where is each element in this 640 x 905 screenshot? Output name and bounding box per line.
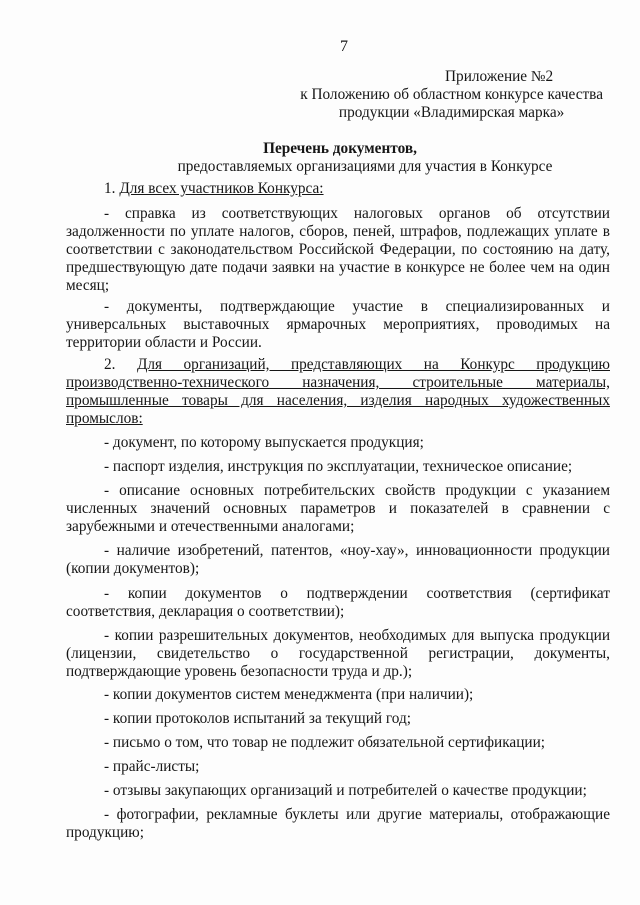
list-item: - письмо о том, что товар не подлежит обязательной сертификации; <box>104 734 546 751</box>
list-item: - отзывы закупающих организаций и потребителей о качестве продукции; <box>104 782 587 799</box>
list-item: - копии документов о подтверждении соответствия (сертификат соответствия, декларация о соответствии); <box>66 585 610 620</box>
list-item: - документ, по которому выпускается продукция; <box>104 434 424 451</box>
page-number: 7 <box>340 38 348 55</box>
section2-heading-text: Для организаций, представляющих на Конкурс продукцию производственно-технического назначения, строительные материалы, промышленные товары для населения, изделия народных художественных промыслов: <box>66 356 610 427</box>
section2-item <box>66 782 610 800</box>
section2-item <box>66 627 610 681</box>
section2-item <box>66 585 610 621</box>
list-item: - копии протоколов испытаний за текущий год; <box>104 710 412 727</box>
section2-item <box>66 458 610 476</box>
section2-heading <box>66 356 610 428</box>
document-subtitle: предоставляемых организациями для участия в Конкурсе <box>177 158 553 175</box>
list-item: - справка из соответствующих налоговых органов об отсутствии задолженности по уплате налогов, сборов, пеней, штрафов, подлежащих уплате в соответствии с законодательством Российской Федерации, по состоянию на дату, предшествующую дате подачи заявки на участие в конкурсе не более чем на один месяц; <box>66 205 610 294</box>
list-item: - фотографии, рекламные буклеты или другие материалы, отображающие продукцию; <box>66 806 610 841</box>
section2-item <box>66 434 610 452</box>
section1-heading-number: 1. <box>104 180 116 197</box>
section2-item <box>66 482 610 536</box>
section2-item <box>66 710 610 728</box>
section2-item <box>66 806 610 842</box>
document-title: Перечень документов, <box>263 140 417 157</box>
list-item: - описание основных потребительских свойств продукции с указанием численных значений основных параметров и показателей в сравнении с зарубежными и отечественными аналогами; <box>66 482 610 535</box>
section2-item <box>66 542 610 578</box>
list-item: - копии документов систем менеджмента (при наличии); <box>104 686 474 703</box>
section2-item <box>66 734 610 752</box>
appendix-reference: к Положению об областном конкурсе качества <box>300 86 603 103</box>
appendix-reference-cont: продукции «Владимирская марка» <box>338 104 565 121</box>
section1-heading-text: Для всех участников Конкурса: <box>119 180 324 197</box>
list-item: - наличие изобретений, патентов, «ноу-хау», инновационности продукции (копии документов); <box>66 542 610 577</box>
section2-item <box>66 686 610 704</box>
section2-heading-number: 2. <box>104 356 116 373</box>
appendix-header <box>300 68 603 122</box>
section1-item <box>66 205 610 295</box>
list-item: - паспорт изделия, инструкция по эксплуатации, техническое описание; <box>104 458 573 475</box>
list-item: - документы, подтверждающие участие в специализированных и универсальных выставочных ярмарочных мероприятиях, проводимых на территории области и России. <box>66 298 610 351</box>
section1-item <box>66 298 610 352</box>
section1-heading <box>66 180 610 198</box>
list-item: - прайс-листы; <box>104 758 200 775</box>
section2-item <box>66 758 610 776</box>
appendix-number: Приложение №2 <box>445 68 554 85</box>
list-item: - копии разрешительных документов, необходимых для выпуска продукции (лицензии, свидетельство о государственной регистрации, документы, подтверждающие уровень безопасности труда и др.); <box>66 627 610 680</box>
